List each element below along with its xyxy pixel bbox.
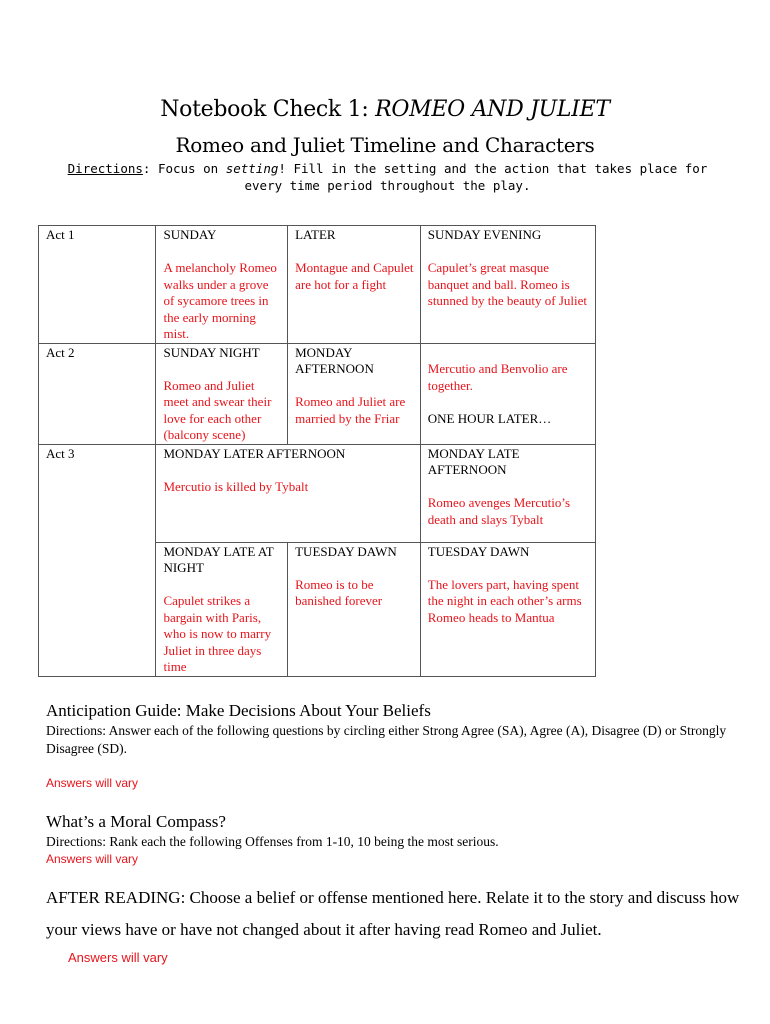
directions-label: Directions:	[46, 723, 106, 738]
table-cell	[420, 444, 595, 542]
directions-pre: : Focus on	[142, 161, 226, 176]
cell-time: MONDAY LATE AT NIGHT	[163, 543, 274, 575]
moral-answer: Answers will vary	[46, 852, 139, 866]
timeline-table	[38, 225, 596, 677]
directions-text: Rank each the following Offenses from 1-10, 10 being the most serious.	[106, 834, 499, 849]
cell-action: Capulet strikes a bargain with Paris, who is now to marry Juliet in three days time	[163, 593, 272, 674]
anticipation-heading: Anticipation Guide: Make Decisions About Your Beliefs	[46, 701, 431, 720]
cell-time: LATER	[295, 227, 336, 242]
cell-action: A melancholy Romeo walks under a grove of sycamore trees in the early morning mist.	[163, 260, 277, 341]
table-row	[39, 343, 596, 444]
cell-action: Montague and Capulet are hot for a fight	[295, 260, 414, 292]
cell-time: SUNDAY	[163, 227, 217, 242]
cell-time: MONDAY LATER AFTERNOON	[163, 445, 346, 461]
directions-label: Directions	[67, 161, 143, 176]
cell-action: Romeo and Juliet are married by the Friar	[295, 394, 406, 426]
table-cell	[420, 542, 595, 676]
table-cell	[288, 542, 421, 676]
act-label: Act 3	[39, 444, 156, 676]
cell-time: TUESDAY DAWN	[295, 543, 397, 559]
cell-action: Romeo avenges Mercutio’s death and slays Tybalt	[427, 495, 571, 527]
after-reading-prompt: AFTER READING: Choose a belief or offense mentioned here. Relate it to the story and discuss how your views have or have not changed about it after having read Romeo and Juliet.	[46, 888, 740, 939]
title-play: ROMEO AND JULIET	[375, 97, 610, 122]
table-cell	[156, 226, 288, 344]
title-prefix: Notebook Check 1:	[160, 97, 376, 122]
table-row	[39, 226, 596, 344]
cell-time: SUNDAY EVENING	[427, 227, 542, 242]
directions-post: ! Fill in the setting and the action that takes place for every time period throughout the play.	[244, 161, 708, 193]
cell-action: Romeo and Juliet meet and swear their love for each other (balcony scene)	[163, 377, 272, 442]
cell-time: SUNDAY NIGHT	[163, 344, 260, 360]
table-cell	[288, 343, 421, 444]
directions-text: Answer each of the following questions by circling either Strong Agree (SA), Agree (A), Disagree (D) or Strongly Disagree (SD).	[46, 723, 727, 756]
cell-time: MONDAY AFTERNOON	[295, 344, 374, 376]
cell-action: Mercutio and Benvolio are together.	[427, 361, 568, 393]
cell-action: Capulet’s great masque banquet and ball. Romeo is stunned by the beauty of Juliet	[427, 260, 587, 308]
table-cell	[156, 542, 288, 676]
after-reading-answer: Answers will vary	[68, 950, 168, 965]
table-cell	[288, 226, 421, 344]
table-cell	[420, 343, 595, 444]
cell-action: Romeo is to be banished forever	[295, 576, 383, 608]
table-cell	[156, 444, 420, 542]
cell-time: MONDAY LATE AFTERNOON	[427, 445, 520, 477]
anticipation-directions	[46, 722, 736, 758]
directions-emphasis: setting	[225, 161, 279, 176]
table-cell	[420, 226, 595, 344]
moral-directions	[46, 833, 736, 851]
cell-action: Mercutio is killed by Tybalt	[163, 478, 309, 494]
act-label: Act 2	[39, 343, 156, 444]
directions-text	[55, 160, 720, 194]
anticipation-answer: Answers will vary	[46, 776, 139, 790]
page-title	[0, 97, 770, 122]
cell-time: TUESDAY DAWN	[427, 543, 530, 559]
act-label: Act 1	[39, 226, 156, 344]
page-subtitle: Romeo and Juliet Timeline and Characters	[175, 133, 595, 157]
cell-action: The lovers part, having spent the night in each other’s arms Romeo heads to Mantua	[427, 576, 582, 625]
moral-heading: What’s a Moral Compass?	[46, 812, 226, 831]
cell-time: ONE HOUR LATER…	[427, 410, 552, 426]
table-row	[39, 444, 596, 542]
table-cell	[156, 343, 288, 444]
directions-label: Directions:	[46, 834, 106, 849]
